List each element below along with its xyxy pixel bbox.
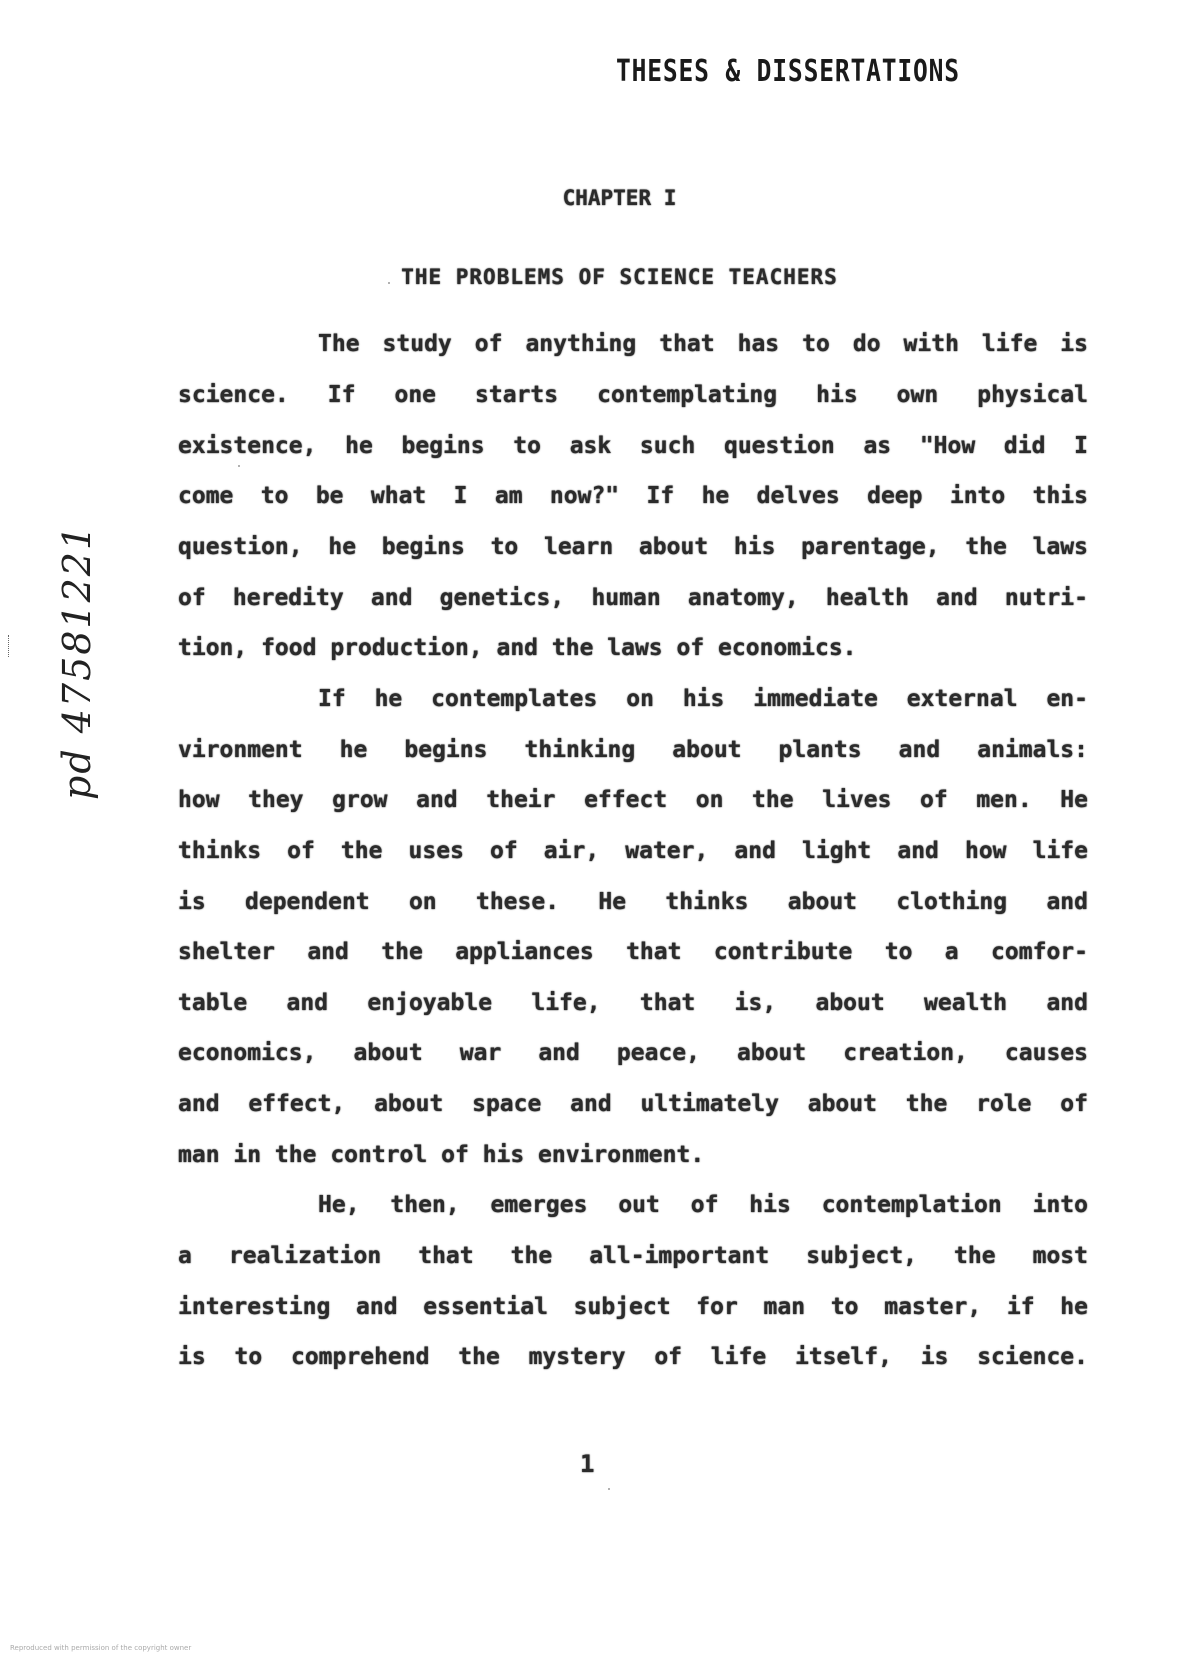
text-line: science. If one starts contemplating his own physical [178, 382, 1088, 408]
text-line: vironment he begins thinking about plants and animals: [178, 737, 1088, 763]
text-line: existence, he begins to ask such question as "How did I [178, 433, 1088, 459]
margin-mark [8, 635, 13, 657]
handwritten-annotation: pd 47581221 [55, 523, 99, 800]
scan-speck [238, 465, 240, 467]
scan-speck [608, 1488, 610, 1490]
text-line: question, he begins to learn about his parentage, the laws [178, 534, 1088, 560]
text-line: If he contemplates on his immediate external en- [318, 686, 1088, 712]
text-line: thinks of the uses of air, water, and light and how life [178, 838, 1088, 864]
chapter-title: CHAPTER I [562, 186, 677, 210]
text-line: is to comprehend the mystery of life itself, is science. [178, 1344, 1088, 1370]
text-line: shelter and the appliances that contribute to a comfor- [178, 939, 1088, 965]
text-line: The study of anything that has to do with life is [318, 331, 1088, 357]
footer-copyright: Reproduced with permission of the copyright owner [10, 1644, 192, 1652]
scan-speck [388, 282, 390, 284]
text-line: how they grow and their effect on the lives of men. He [178, 787, 1088, 813]
text-line: a realization that the all-important subject, the most [178, 1243, 1088, 1269]
chapter-heading: THE PROBLEMS OF SCIENCE TEACHERS [401, 265, 838, 289]
theses-dissertations-stamp: THESES & DISSERTATIONS [616, 54, 960, 89]
text-line: He, then, emerges out of his contemplation into [318, 1192, 1088, 1218]
text-line: table and enjoyable life, that is, about wealth and [178, 990, 1088, 1016]
text-line: is dependent on these. He thinks about clothing and [178, 889, 1088, 915]
page-number: 1 [580, 1450, 595, 1478]
text-line: and effect, about space and ultimately about the role of [178, 1091, 1088, 1117]
text-line: economics, about war and peace, about creation, causes [178, 1040, 1088, 1066]
text-line: come to be what I am now?" If he delves deep into this [178, 483, 1088, 509]
text-line: interesting and essential subject for man to master, if he [178, 1294, 1088, 1320]
text-line: man in the control of his environment. [178, 1142, 705, 1168]
text-line: tion, food production, and the laws of economics. [178, 635, 857, 661]
text-line: of heredity and genetics, human anatomy, health and nutri- [178, 585, 1088, 611]
